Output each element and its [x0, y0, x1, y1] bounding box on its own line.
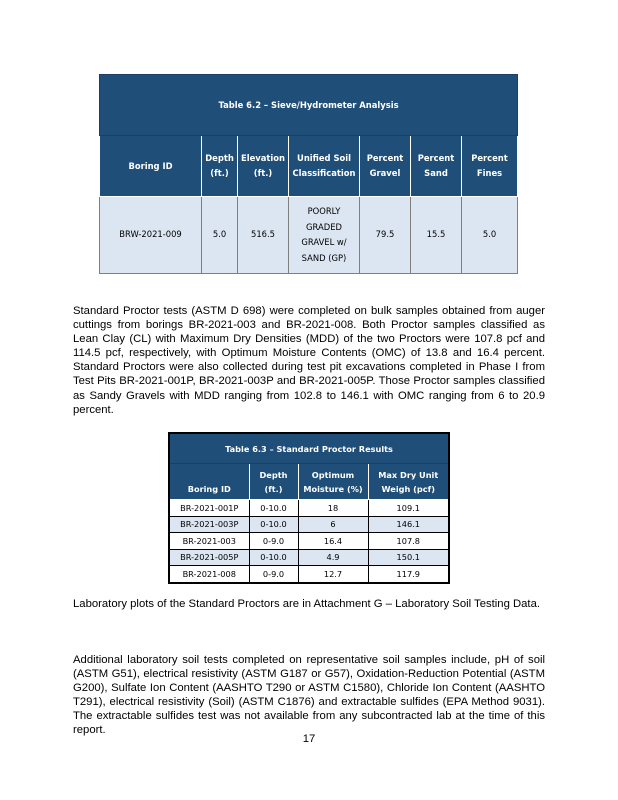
table-title: Table 6.3 – Standard Proctor Results — [169, 433, 449, 464]
column-header: Unified Soil Classification — [289, 136, 360, 197]
gravel-cell: 79.5 — [360, 197, 411, 274]
standard-proctor-table — [168, 432, 450, 584]
additional-tests-paragraph: Additional laboratory soil tests completed on representative soil samples include, pH of soil (ASTM G51), electrical resistivity (ASTM G187 or G57), Oxidation-Reduction Potential (ASTM G200), Sulfate Ion Content (AASHTO T290 or ASTM C1580), Chloride Ion Content (AASHTO T291), electrical resistivity (Soil) (ASTM C1876) and extractable sulfides (EPA Method 9031). The extractable sulfides test was not available from any subcontracted lab at the time of this report. — [73, 654, 545, 737]
moisture-cell: 18 — [298, 500, 368, 517]
moisture-cell: 6 — [298, 516, 368, 533]
moisture-cell: 4.9 — [298, 549, 368, 566]
column-header: Elevation (ft.) — [238, 136, 289, 197]
depth-cell: 0-10.0 — [249, 549, 298, 566]
column-header: Percent Sand — [411, 136, 462, 197]
max-dry-cell: 117.9 — [368, 566, 449, 583]
proctor-paragraph: Standard Proctor tests (ASTM D 698) were completed on bulk samples obtained from auger cuttings from borings BR-2021-003 and BR-2021-008. Both Proctor samples classified as Lean Clay (CL) with Maximum Dry Densities (MDD) of the two Proctors were 107.8 pcf and 114.5 pcf, respectively, with Optimum Moisture Contents (OMC) of 13.8 and 16.4 percent. Standard Proctors were also collected during test pit excavations completed in Phase I from Test Pits BR-2021-001P, BR-2021-003P and BR-2021-005P. Those Proctor samples classified as Sandy Gravels with MDD ranging from 102.8 to 146.1 with OMC ranging from 6 to 20.9 percent. — [73, 305, 545, 416]
depth-cell: 0-9.0 — [249, 566, 298, 583]
table-row — [100, 197, 518, 274]
sand-cell: 15.5 — [411, 197, 462, 274]
moisture-cell: 16.4 — [298, 533, 368, 550]
column-header: Percent Gravel — [360, 136, 411, 197]
max-dry-cell: 150.1 — [368, 549, 449, 566]
column-header: Percent Fines — [462, 136, 518, 197]
table-row — [169, 516, 449, 533]
table-row — [169, 566, 449, 583]
moisture-cell: 12.7 — [298, 566, 368, 583]
column-header: Depth (ft.) — [202, 136, 238, 197]
depth-cell: 0-9.0 — [249, 533, 298, 550]
column-header: Max Dry Unit Weigh (pcf) — [368, 464, 449, 500]
column-header: Boring ID — [169, 464, 249, 500]
classification-cell: POORLY GRADED GRAVEL w/ SAND (GP) — [289, 197, 360, 274]
column-header: Depth (ft.) — [249, 464, 298, 500]
page-number: 17 — [302, 733, 316, 745]
lab-plots-paragraph: Laboratory plots of the Standard Proctors are in Attachment G – Laboratory Soil Testing Data. — [73, 598, 540, 610]
max-dry-cell: 107.8 — [368, 533, 449, 550]
table-header-row — [169, 464, 449, 500]
sieve-hydrometer-table — [99, 74, 518, 274]
table-row — [169, 500, 449, 517]
boring-id-cell: BRW-2021-009 — [100, 197, 202, 274]
boring-id-cell: BR-2021-005P — [169, 549, 249, 566]
boring-id-cell: BR-2021-003P — [169, 516, 249, 533]
boring-id-cell: BR-2021-001P — [169, 500, 249, 517]
table-header-row — [100, 136, 518, 197]
column-header: Optimum Moisture (%) — [298, 464, 368, 500]
table-row — [169, 549, 449, 566]
fines-cell: 5.0 — [462, 197, 518, 274]
max-dry-cell: 146.1 — [368, 516, 449, 533]
table-row — [169, 533, 449, 550]
depth-cell: 0-10.0 — [249, 500, 298, 517]
boring-id-cell: BR-2021-008 — [169, 566, 249, 583]
boring-id-cell: BR-2021-003 — [169, 533, 249, 550]
elevation-cell: 516.5 — [238, 197, 289, 274]
depth-cell: 5.0 — [202, 197, 238, 274]
depth-cell: 0-10.0 — [249, 516, 298, 533]
table-title: Table 6.2 – Sieve/Hydrometer Analysis — [100, 75, 518, 136]
column-header: Boring ID — [100, 136, 202, 197]
max-dry-cell: 109.1 — [368, 500, 449, 517]
